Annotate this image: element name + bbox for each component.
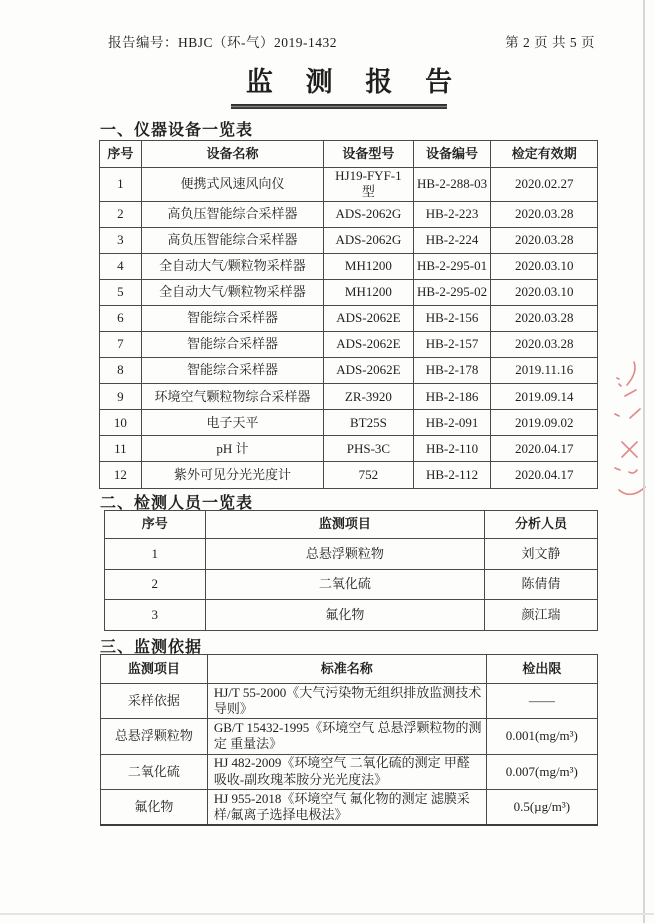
table-cell: 4: [100, 253, 142, 279]
table-cell: 0.5(µg/m³): [486, 789, 597, 825]
table-cell: ADS-2062G: [324, 227, 414, 253]
equipment-table: [99, 140, 598, 489]
table-cell: MH1200: [324, 279, 414, 305]
table-cell: 8: [100, 358, 142, 384]
table-cell: 2: [105, 569, 206, 600]
table-cell: 二氧化硫: [205, 569, 485, 600]
table-cell: HB-2-110: [413, 436, 491, 462]
table-cell: HJ/T 55-2000《大气污染物无组织排放监测技术导则》: [207, 684, 486, 719]
table-cell: 智能综合采样器: [141, 358, 323, 384]
table-row: [100, 168, 598, 202]
handwritten-red-marks-icon: [610, 358, 652, 500]
table-cell: 2020.03.28: [491, 331, 598, 357]
table-cell: 2: [100, 201, 142, 227]
table-cell: HJ 482-2009《环境空气 二氧化硫的测定 甲醛吸收-副玫瑰苯胺分光光度法》: [207, 754, 486, 789]
table-row: [100, 384, 598, 410]
table-cell: 6: [100, 305, 142, 331]
table-cell: HJ 955-2018《环境空气 氟化物的测定 滤膜采样/氟离子选择电极法》: [207, 789, 486, 825]
table-row: [100, 436, 598, 462]
table-cell: 二氧化硫: [101, 754, 208, 789]
table-cell: 2020.04.17: [491, 462, 598, 488]
column-header-detection-limit: 检出限: [486, 655, 597, 684]
table-cell: HB-2-186: [413, 384, 491, 410]
monitoring-basis-table: [100, 654, 598, 826]
table-cell: HB-2-223: [413, 201, 491, 227]
table-cell: HJ19-FYF-1 型: [324, 168, 414, 202]
table-cell: HB-2-112: [413, 462, 491, 488]
table-cell: HB-2-156: [413, 305, 491, 331]
table-cell: 2020.02.27: [491, 168, 598, 202]
section2-heading: 二、检测人员一览表: [100, 495, 254, 512]
column-header-valid-date: 检定有效期: [491, 141, 598, 168]
table-cell: 2020.03.10: [491, 279, 598, 305]
scan-page-edge: [643, 0, 645, 923]
table-cell: ——: [486, 684, 597, 719]
table-cell: 颜江瑞: [485, 600, 598, 631]
table-cell: 1: [105, 539, 206, 570]
column-header-monitor-item: 监测项目: [205, 511, 485, 539]
table-cell: 智能综合采样器: [141, 331, 323, 357]
table-cell: ADS-2062E: [324, 358, 414, 384]
column-header-device-name: 设备名称: [141, 141, 323, 168]
table-cell: GB/T 15432-1995《环境空气 总悬浮颗粒物的测定 重量法》: [207, 719, 486, 754]
table-cell: 氟化物: [101, 789, 208, 825]
table-cell: HB-2-091: [413, 410, 491, 436]
table-cell: HB-2-295-02: [413, 279, 491, 305]
table-row: [100, 462, 598, 488]
table-cell: 采样依据: [101, 684, 208, 719]
table-cell: 便携式风速风向仪: [141, 168, 323, 202]
table-row: [101, 789, 598, 825]
table-cell: 电子天平: [141, 410, 323, 436]
table-cell: BT25S: [324, 410, 414, 436]
table-cell: PHS-3C: [324, 436, 414, 462]
column-header-index: 序号: [105, 511, 206, 539]
table-cell: 总悬浮颗粒物: [205, 539, 485, 570]
report-title: 监 测 报 告: [245, 67, 466, 97]
column-header-analyst: 分析人员: [485, 511, 598, 539]
table-cell: 2019.11.16: [491, 358, 598, 384]
table-cell: 12: [100, 462, 142, 488]
table-cell: 总悬浮颗粒物: [101, 719, 208, 754]
table-row: [100, 201, 598, 227]
document-header: [108, 31, 595, 51]
page-indicator: 第 2 页 共 5 页: [505, 35, 595, 50]
table-row: [100, 331, 598, 357]
table-cell: 全自动大气/颗粒物采样器: [141, 279, 323, 305]
table-row: [100, 253, 598, 279]
table-cell: pH 计: [141, 436, 323, 462]
table-cell: ADS-2062G: [324, 201, 414, 227]
table-row: [100, 227, 598, 253]
table-cell: 752: [324, 462, 414, 488]
table-row: [100, 305, 598, 331]
table-cell: 0.007(mg/m³): [486, 754, 597, 789]
table-header-row: [105, 511, 598, 539]
table-cell: 2020.03.28: [491, 305, 598, 331]
table-cell: 3: [105, 600, 206, 631]
table-cell: 高负压智能综合采样器: [141, 227, 323, 253]
table-cell: 氟化物: [205, 600, 485, 631]
table-row: [101, 684, 598, 719]
table-cell: 陈倩倩: [485, 569, 598, 600]
table-row: [100, 410, 598, 436]
table-cell: ZR-3920: [324, 384, 414, 410]
table-row: [100, 279, 598, 305]
table-cell: HB-2-178: [413, 358, 491, 384]
table-cell: 高负压智能综合采样器: [141, 201, 323, 227]
table-row: [100, 358, 598, 384]
table-cell: 2020.03.28: [491, 201, 598, 227]
table-cell: 10: [100, 410, 142, 436]
table-cell: 3: [100, 227, 142, 253]
column-header-device-number: 设备编号: [413, 141, 491, 168]
table-cell: HB-2-224: [413, 227, 491, 253]
table-cell: 0.001(mg/m³): [486, 719, 597, 754]
table-cell: ADS-2062E: [324, 331, 414, 357]
table-cell: 2020.04.17: [491, 436, 598, 462]
table-cell: 11: [100, 436, 142, 462]
table-cell: 2020.03.10: [491, 253, 598, 279]
table-cell: 环境空气颗粒物综合采样器: [141, 384, 323, 410]
table-cell: 2020.03.28: [491, 227, 598, 253]
report-number: 报告编号：HBJC（环-气）2019-1432: [108, 35, 338, 50]
title-underline: [231, 104, 447, 109]
table-header-row: [101, 655, 598, 684]
table-cell: MH1200: [324, 253, 414, 279]
scan-page-edge: [0, 913, 654, 915]
column-header-index: 序号: [100, 141, 142, 168]
table-cell: 9: [100, 384, 142, 410]
table-cell: HB-2-295-01: [413, 253, 491, 279]
table-row: [101, 719, 598, 754]
table-header-row: [100, 141, 598, 168]
table-cell: ADS-2062E: [324, 305, 414, 331]
section3-heading: 三、监测依据: [100, 639, 203, 656]
table-row: [101, 754, 598, 789]
column-header-monitor-item: 监测项目: [101, 655, 208, 684]
column-header-device-model: 设备型号: [324, 141, 414, 168]
personnel-table: [104, 510, 598, 631]
table-cell: HB-2-288-03: [413, 168, 491, 202]
table-row: [105, 569, 598, 600]
table-cell: 5: [100, 279, 142, 305]
table-row: [105, 600, 598, 631]
table-cell: 刘文静: [485, 539, 598, 570]
table-cell: 1: [100, 168, 142, 202]
table-cell: 紫外可见分光光度计: [141, 462, 323, 488]
section1-heading: 一、仪器设备一览表: [100, 122, 254, 139]
table-cell: 7: [100, 331, 142, 357]
table-cell: 2019.09.14: [491, 384, 598, 410]
column-header-standard-name: 标准名称: [207, 655, 486, 684]
table-cell: 智能综合采样器: [141, 305, 323, 331]
table-cell: 2019.09.02: [491, 410, 598, 436]
table-cell: 全自动大气/颗粒物采样器: [141, 253, 323, 279]
table-row: [105, 539, 598, 570]
table-cell: HB-2-157: [413, 331, 491, 357]
